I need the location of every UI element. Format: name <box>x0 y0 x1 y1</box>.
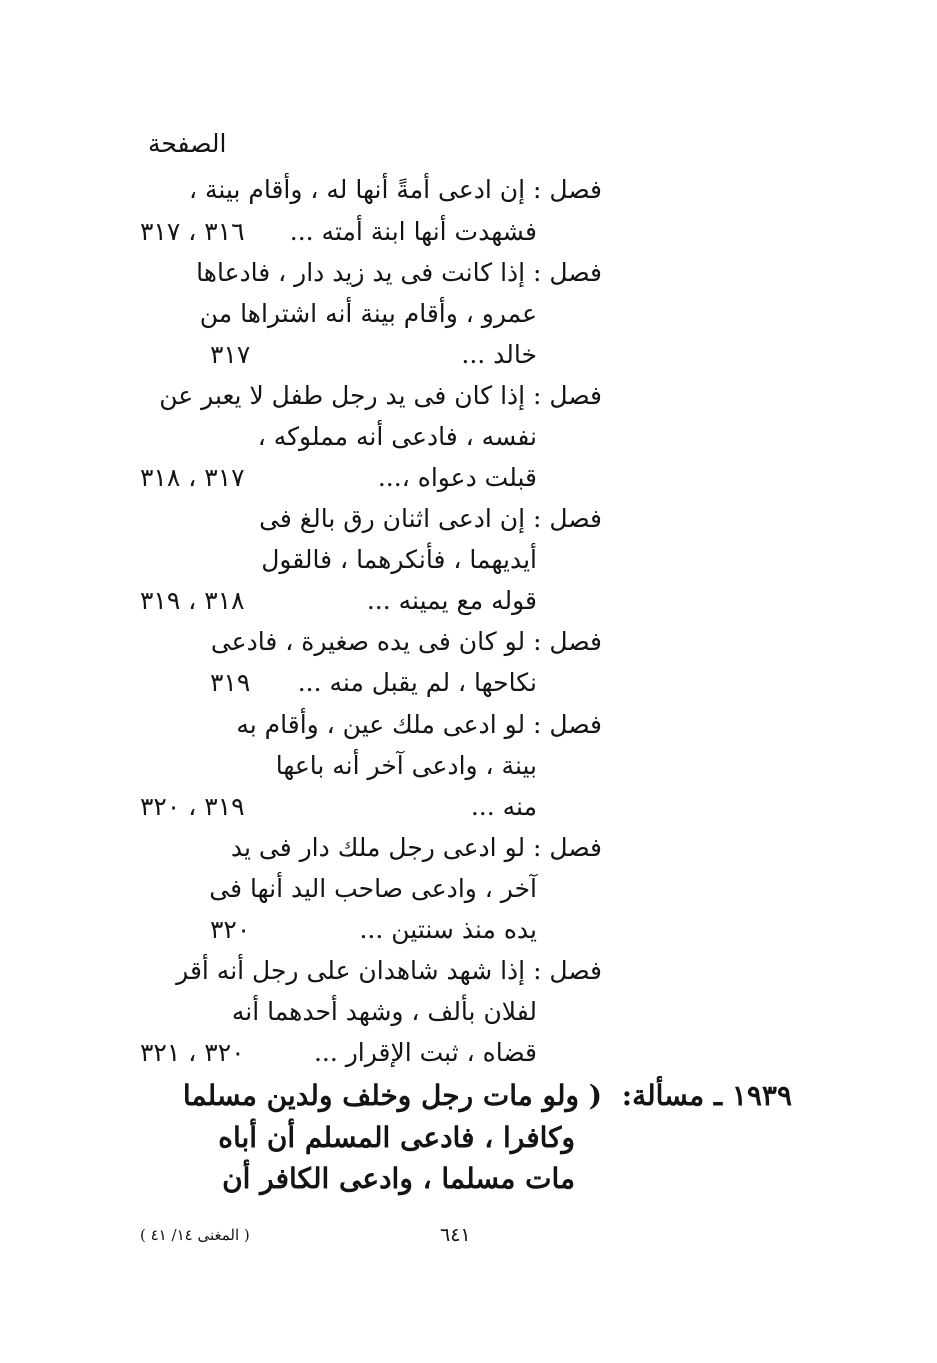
entry-pages: ٣١٨ ، ٣١٩ <box>140 586 245 615</box>
entry-line: خالد ... <box>461 340 537 369</box>
entry-pages: ٣١٧ <box>210 340 251 369</box>
entry-line: فصل : لو ادعى رجل ملك دار فى يد <box>230 833 602 862</box>
entry-line: أيديهما ، فأنكرهما ، فالقول <box>261 545 537 574</box>
masala-line: وكافرا ، فادعى المسلم أن أباه <box>218 1121 575 1154</box>
entry-pages: ٣١٧ ، ٣١٨ <box>140 463 245 492</box>
entry-line: فصل : إن ادعى أمةً أنها له ، وأقام بينة ، <box>188 175 602 204</box>
entry-pages: ٣١٦ ، ٣١٧ <box>140 217 245 246</box>
entry-line: لفلان بألف ، وشهد أحدهما أنه <box>231 997 537 1026</box>
entry-line: فصل : إذا كان فى يد رجل طفل لا يعبر عن <box>159 381 602 410</box>
masala-line: ( ولو مات رجل وخلف ولدين مسلما <box>182 1079 602 1112</box>
entry-line: آخر ، وادعى صاحب اليد أنها فى <box>209 874 537 903</box>
entry-line: فصل : إذا شهد شاهدان على رجل أنه أقر <box>176 956 602 985</box>
page-number: ٦٤١ <box>440 1224 471 1246</box>
entry-pages: ٣٢٠ ، ٣٢١ <box>140 1038 245 1067</box>
masala-label: ١٩٣٩ ـ مسألة: <box>621 1079 792 1112</box>
source-reference: ( المغنى ١٤/ ٤١ ) <box>140 1226 250 1244</box>
entry-line: نفسه ، فادعى أنه مملوكه ، <box>257 422 537 451</box>
entry-line: فشهدت أنها ابنة أمته ... <box>289 217 537 246</box>
entry-line: قبلت دعواه ،... <box>377 463 537 492</box>
entry-pages: ٣١٩ <box>210 668 251 697</box>
entry-line: نكاحها ، لم يقبل منه ... <box>297 668 537 697</box>
masala-line: مات مسلما ، وادعى الكافر أن <box>222 1162 575 1195</box>
page-column-header: الصفحة <box>148 129 227 158</box>
entry-line: يده منذ سنتين ... <box>359 915 537 944</box>
entry-line: عمرو ، وأقام بينة أنه اشتراها من <box>199 299 537 328</box>
entry-line: فصل : إن ادعى اثنان رق بالغ فى <box>259 504 602 533</box>
entry-pages: ٣١٩ ، ٣٢٠ <box>140 792 245 821</box>
entry-line: منه ... <box>470 792 537 821</box>
entry-line: قضاه ، ثبت الإقرار ... <box>313 1038 537 1067</box>
entry-line: قوله مع يمينه ... <box>366 586 537 615</box>
entry-line: فصل : لو ادعى ملك عين ، وأقام به <box>236 710 602 739</box>
entry-line: فصل : إذا كانت فى يد زيد دار ، فادعاها <box>196 258 602 287</box>
entry-line: فصل : لو كان فى يده صغيرة ، فادعى <box>210 627 602 656</box>
entry-line: بينة ، وادعى آخر أنه باعها <box>275 751 537 780</box>
entry-pages: ٣٢٠ <box>210 915 251 944</box>
